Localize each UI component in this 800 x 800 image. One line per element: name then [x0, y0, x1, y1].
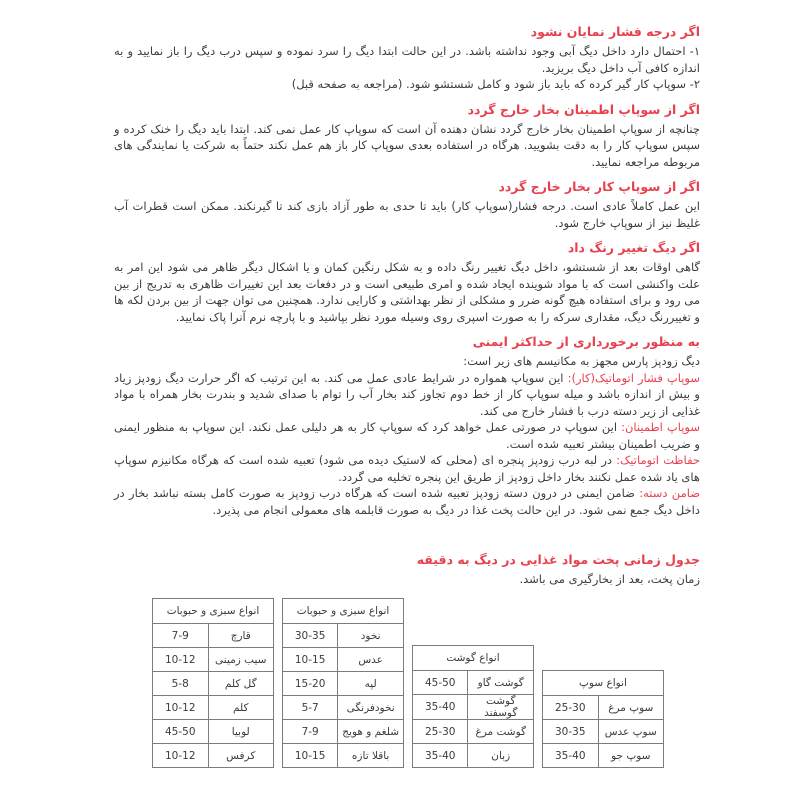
table-row [153, 624, 274, 648]
paragraph: گاهی اوقات بعد از شستشو، داخل دیگ تغییر رنگ داده و به شکل رنگین کمان و یا اشکال دیگر ظاهر می شود این امر به علت واکنشی است که با مواد شوینده ایجاد شده و امری طبیعی است و در دفعات بعد این تغییرات ظاهری به تدریج از بین می رود و برای استفاده هیچ گونه ضرر و مشکلی از نظر بهداشتی و کارایی ندارد. همچنین می توان جهت از بین بردن لکه ها و تغییررنگ دیگ، مقداری سرکه را به صورت اسپری روی وسیله مورد نظر بپاشید و با پارچه نرم آنرا پاک نمایید. [114, 260, 700, 324]
safety-item-text: ضامن ایمنی در درون دسته زودپز تعبیه شده است که هرگاه درب زودپز به صورت کامل بسته نباشد بخار در داخل دیگ جمع نمی شود. در این حالت پخت غذا در دیگ به صورت قابلمه های معمولی انجام می پذیرد. [114, 486, 700, 517]
table-row [413, 671, 534, 695]
safety-item-label: ضامن دسته: [639, 486, 700, 500]
safety-item-text: این سوپاپ همواره در شرایط عادی عمل می کند. به این ترتیب که اگر حرارت دیگ زودپز زیاد و بیش از اندازه باشد و میله سوپاپ کار از خط دوم تجاوز کند بخار آب را توام با صدای شدید و بندرت بخار همراه با مواد غذایی از زیر دسته درب با فشار خارج می کند. [114, 370, 700, 418]
cook-time-cell: 45-50 [413, 671, 468, 695]
cook-time-cell: 7-9 [153, 624, 209, 648]
cook-time-cell: 25-30 [413, 720, 468, 744]
table-title: انواع گوشت [413, 646, 534, 671]
section-heading: اگر از سوپاپ اطمینان بخار خارج گردد [467, 101, 700, 117]
cook-time-cell: 35-40 [413, 744, 468, 768]
paragraph: این عمل کاملاً عادی است. درجه فشار(سوپاپ کار) باید تا حدی به طور آزاد بازی کند تا گیرنکند. ممکن است قطرات آب غلیظ نیز از سوپاپ خارج شود. [114, 199, 700, 230]
cook-time-cell: 45-50 [153, 720, 209, 744]
table-row [543, 720, 664, 744]
table-row [283, 744, 404, 768]
table-title: انواع سبزی و حبوبات [283, 599, 404, 624]
table-row [283, 672, 404, 696]
table-row [283, 696, 404, 720]
safety-item-handle-latch [114, 485, 700, 518]
food-name-cell: شلغم و هویج [338, 720, 404, 744]
food-name-cell: سیب زمینی [208, 648, 274, 672]
cook-time-cell: 7-9 [283, 720, 338, 744]
cook-time-cell: 5-7 [283, 696, 338, 720]
table-row [153, 672, 274, 696]
food-name-cell: نخودفرنگی [338, 696, 404, 720]
section-maximum-safety [114, 334, 700, 518]
food-name-cell: گل کلم [208, 672, 274, 696]
food-name-cell: لپه [338, 672, 404, 696]
food-name-cell: قارچ [208, 624, 274, 648]
table-row [413, 744, 534, 768]
cooking-tables [152, 588, 664, 768]
section-working-valve-steam [114, 179, 700, 231]
food-name-cell: سوپ عدس [598, 720, 663, 744]
cook-time-cell: 15-20 [283, 672, 338, 696]
section-heading: به منظور برخورداری از حداکثر ایمنی [472, 334, 700, 349]
food-name-cell: عدس [338, 648, 404, 672]
table-row [153, 720, 274, 744]
table-row [413, 720, 534, 744]
cook-time-cell: 10-15 [283, 744, 338, 768]
table-title: انواع سبزی و حبوبات [153, 599, 274, 624]
cook-time-cell: 25-30 [543, 696, 599, 720]
safety-item-safety-valve [114, 419, 700, 452]
food-name-cell: لوبیا [208, 720, 274, 744]
safety-item-label: سوپاپ فشار اتوماتیک(کار): [567, 370, 700, 385]
table-header-row [413, 646, 534, 671]
cooking-table-meats [412, 645, 534, 768]
table-header-row [283, 599, 404, 624]
table-header-row [543, 671, 664, 696]
table-row [543, 744, 664, 768]
cooking-times-header [114, 552, 700, 588]
cook-time-cell: 10-12 [153, 744, 209, 768]
cook-time-cell: 10-12 [153, 648, 209, 672]
table-title: انواع سوپ [543, 671, 664, 696]
section-heading: اگر دیگ تغییر رنگ داد [567, 240, 700, 255]
safety-item-auto-pressure-valve [114, 370, 700, 420]
table-row [153, 696, 274, 720]
food-name-cell: سوپ مرغ [598, 696, 663, 720]
cooking-times-note: زمان پخت، بعد از بخارگیری می باشد. [519, 572, 700, 586]
section-heading: اگر از سوپاپ کار بخار خارج گردد [498, 179, 700, 194]
cooking-table-vegetables-legumes-1 [282, 598, 404, 768]
cooking-table-vegetables-legumes-2 [152, 598, 274, 768]
safety-item-text: در لبه درب زودپز پنجره ای (محلی که لاستیک دیده می شود) تعبیه شده است که هرگاه مکانیزم سوپاپ های یاد شده عمل نکنند بخار داخل زودپز از طریق این پنجره تخلیه می گردد. [114, 453, 700, 484]
safety-item-text: این سوپاپ در صورتی عمل خواهد کرد که سوپاپ کار به هر دلیلی عمل نکند. این سوپاپ به منظور ایمنی و ضریب اطمینان بیشتر تعبیه شده است. [114, 420, 700, 451]
food-name-cell: سوپ جو [598, 744, 663, 768]
table-row [283, 648, 404, 672]
food-name-cell: گوشت گوسفند [468, 695, 534, 720]
food-name-cell: گوشت مرغ [468, 720, 534, 744]
cook-time-cell: 35-40 [413, 695, 468, 720]
table-row [413, 695, 534, 720]
food-name-cell: گوشت گاو [468, 671, 534, 695]
cooking-table-soups [542, 670, 664, 768]
section-pressure-gauge [114, 24, 700, 93]
cook-time-cell: 35-40 [543, 744, 599, 768]
text-column [114, 24, 700, 518]
table-header-row [153, 599, 274, 624]
safety-intro: دیگ زودپز پارس مجهز به مکانیسم های زیر است: [463, 354, 700, 368]
food-name-cell: باقلا تازه [338, 744, 404, 768]
paragraph: چنانچه از سوپاپ اطمینان بخار خارج گردد نشان دهنده آن است که سوپاپ کار عمل نمی کند. ابتدا باید دیگ را خنک کرده و سپس سوپاپ کار را به دقت بشویید. هرگاه در استفاده بعدی سوپاپ کار باز هم عمل نکند حتماً به شرکت یا نمایندگی های مربوطه مراجعه نمایید. [114, 121, 700, 169]
safety-item-label: حفاظت اتوماتیک: [616, 453, 700, 467]
table-row [283, 624, 404, 648]
cook-time-cell: 10-12 [153, 696, 209, 720]
paragraph: ۲- سوپاپ کار گیر کرده که باید باز شود و کامل شستشو شود. (مراجعه به صفحه قبل) [291, 77, 700, 91]
cook-time-cell: 30-35 [543, 720, 599, 744]
safety-item-auto-protection [114, 452, 700, 485]
food-name-cell: زبان [468, 744, 534, 768]
paragraph: ۱- احتمال دارد داخل دیگ آبی وجود نداشته باشد. در این حالت ابتدا دیگ را سرد نموده و سپس درب دیگ را باز نمایید و به اندازه کافی آب داخل دیگ بریزید. [114, 44, 700, 75]
table-row [543, 696, 664, 720]
section-heading: اگر درجه فشار نمایان نشود [530, 24, 700, 39]
safety-item-label: سوپاپ اطمینان: [621, 420, 701, 434]
section-pot-discoloration [114, 240, 700, 325]
section-heading: جدول زمانی پخت مواد غذایی در دیگ به دقیقه [416, 552, 700, 567]
table-row [153, 744, 274, 768]
cook-time-cell: 30-35 [283, 624, 338, 648]
table-row [153, 648, 274, 672]
section-safety-valve-steam [114, 102, 700, 171]
food-name-cell: کرفس [208, 744, 274, 768]
cook-time-cell: 5-8 [153, 672, 209, 696]
table-row [283, 720, 404, 744]
food-name-cell: کلم [208, 696, 274, 720]
cook-time-cell: 10-15 [283, 648, 338, 672]
food-name-cell: نخود [338, 624, 404, 648]
